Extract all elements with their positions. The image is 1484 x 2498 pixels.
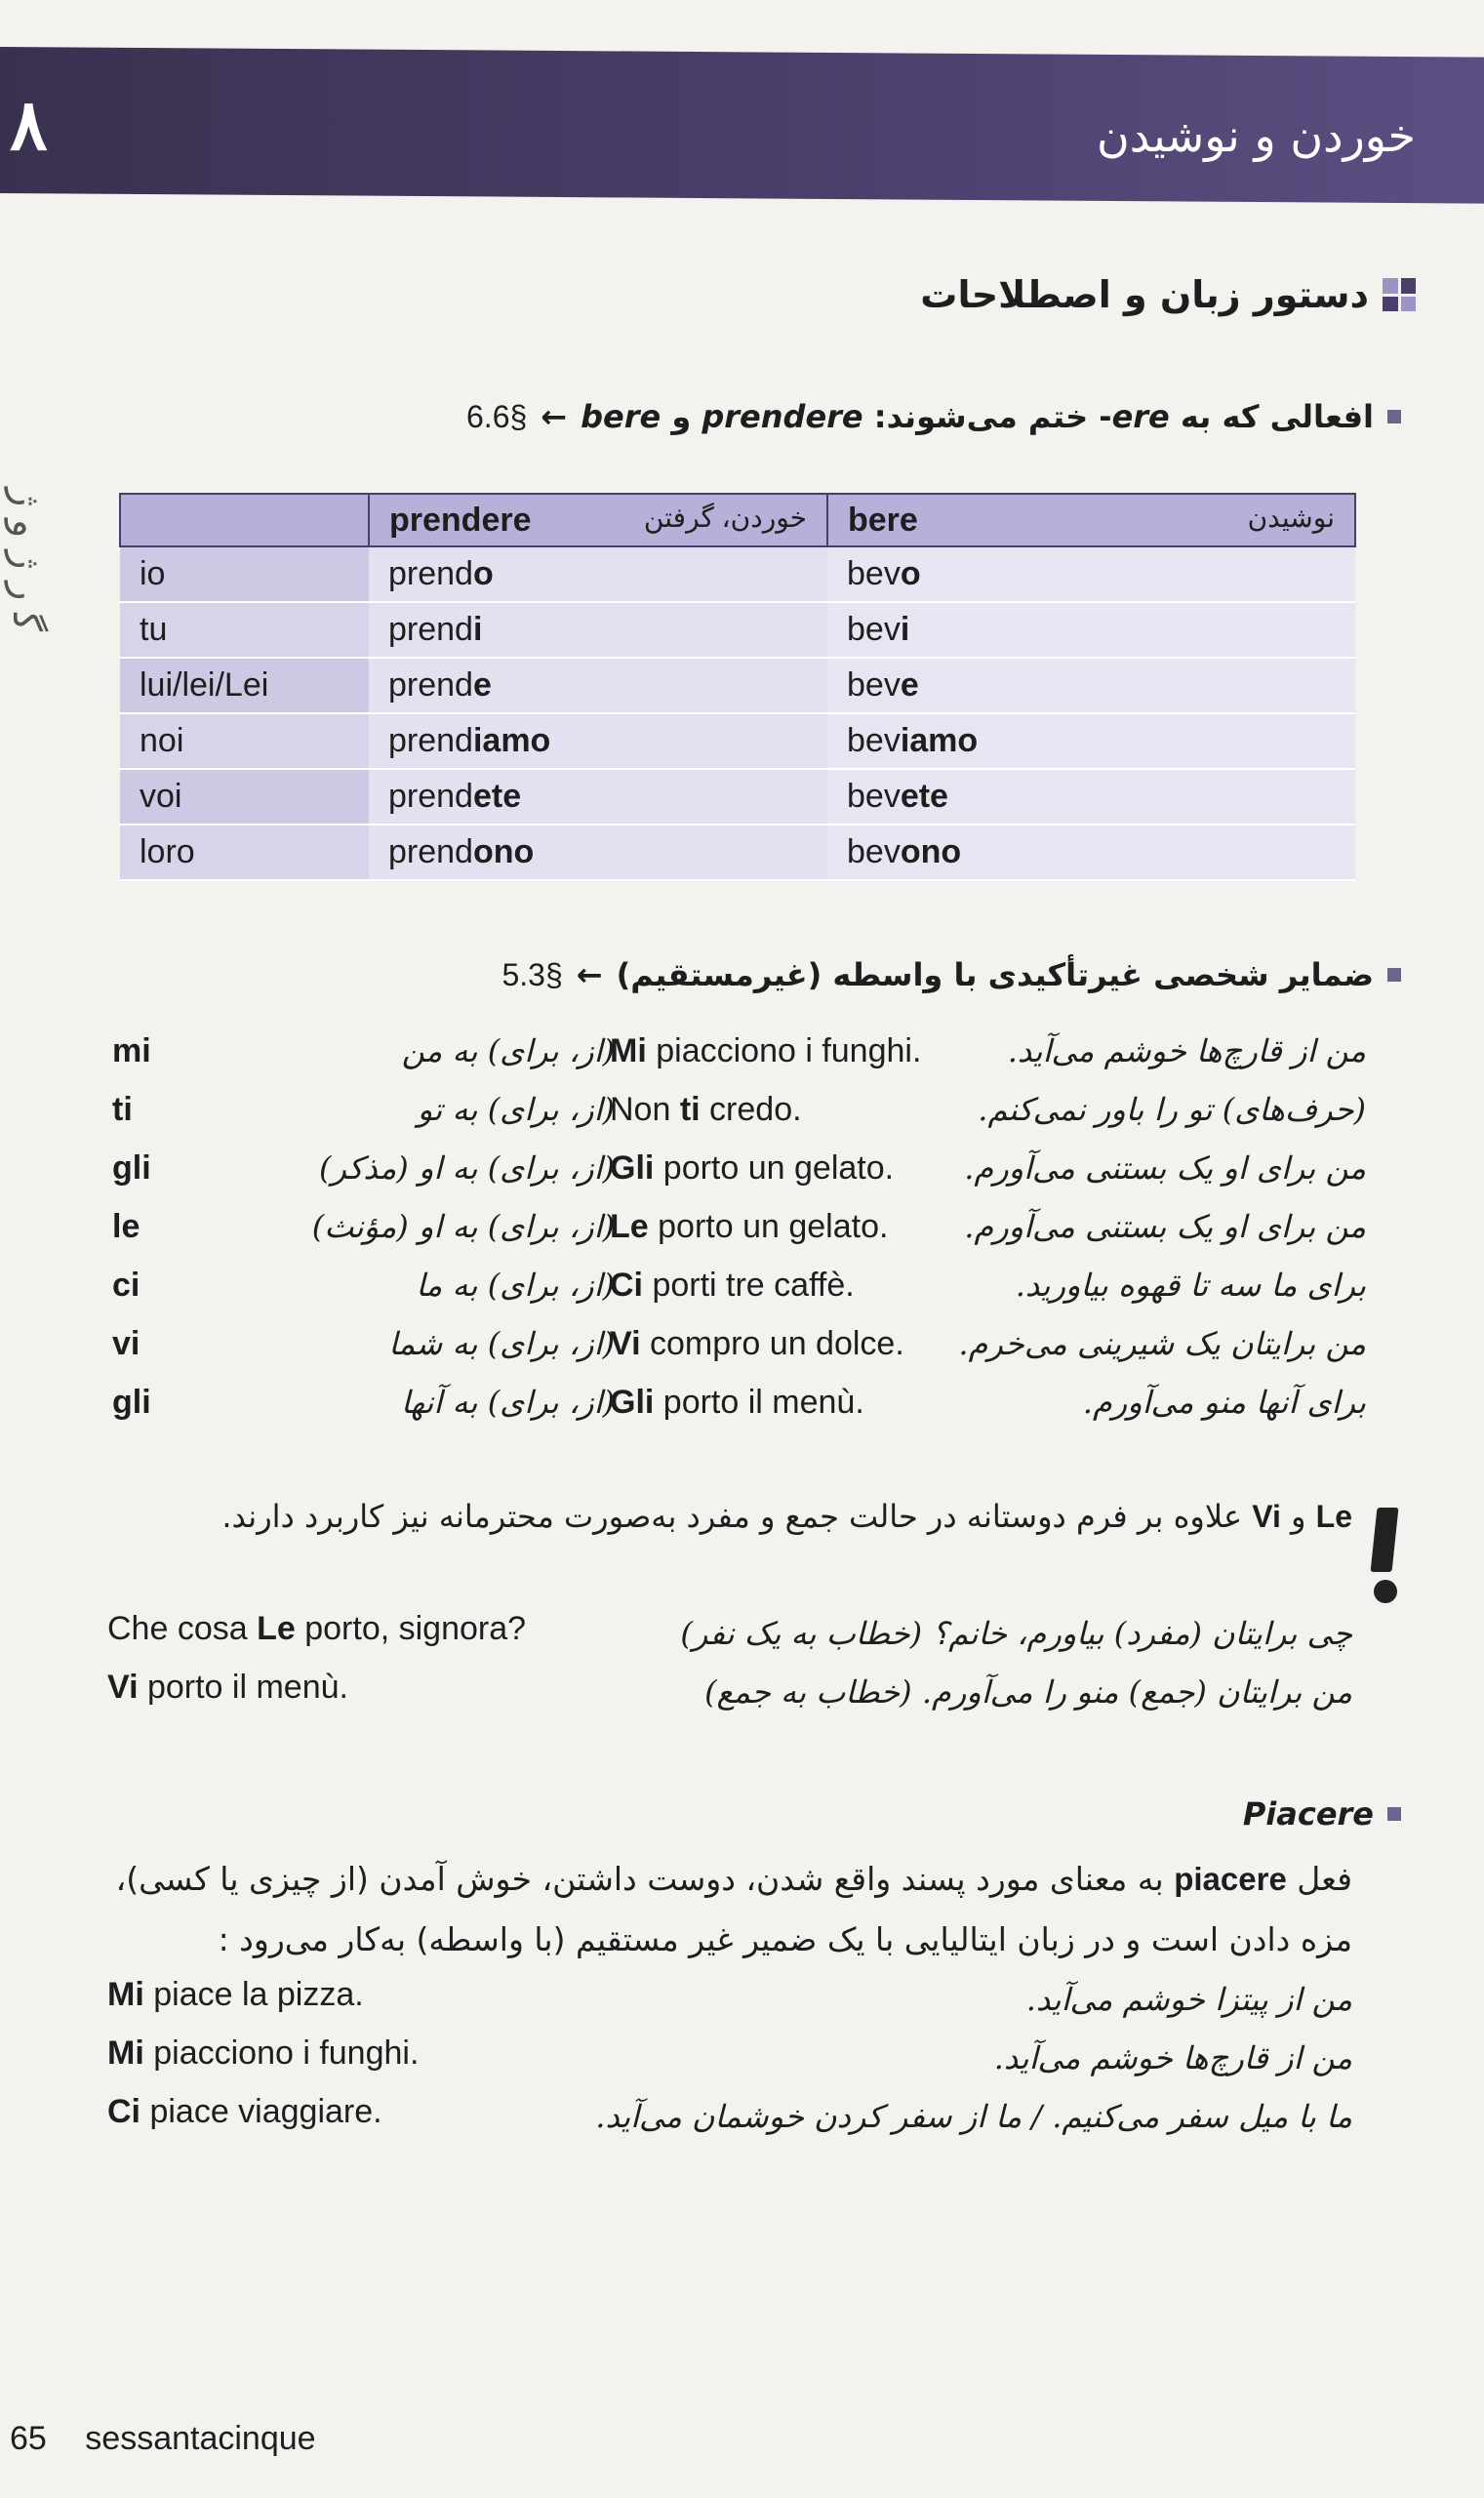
prendere-ending: i	[472, 611, 483, 648]
exclamation-icon	[1374, 1508, 1395, 1605]
bere-cell	[827, 546, 1355, 602]
table-row	[120, 658, 1355, 713]
example-bold: Gli	[610, 1149, 655, 1187]
prendere-stem: prend	[388, 555, 473, 592]
margin-handwriting-decoration: ﮔ ﺭ ﮊ ﻭ ﮊ	[4, 488, 49, 632]
pronoun-translation: من برای او یک بستنی می‌آورم.	[964, 1149, 1366, 1187]
verbs-heading-text: افعالی که به	[1169, 398, 1374, 435]
table-row	[120, 825, 1355, 880]
table-row	[120, 546, 1355, 602]
piacere-heading: Piacere	[1242, 1795, 1374, 1833]
prendere-cell	[369, 825, 827, 880]
pronoun: mi	[112, 1032, 151, 1069]
pronoun-meaning: (از، برای) به من	[401, 1032, 615, 1069]
prendere-cell	[369, 769, 827, 825]
pronoun-example	[610, 1208, 888, 1246]
piacere-para-post: به معنای مورد پسند واقع شدن، دوست داشتن، خوش آمدن (از چیزی یا کسی)، مزه دادن است و در زبان ایتالیایی با یک ضمیر غیر مستقیم (با واسطه) به‌کار می‌رود :	[115, 1860, 1352, 1958]
prendere-cell	[369, 602, 827, 658]
table-row	[120, 602, 1355, 658]
pronoun-meaning: (از، برای) به آنها	[400, 1384, 615, 1421]
bere-cell	[827, 713, 1355, 769]
note-example-1	[107, 1610, 526, 1648]
table-row	[120, 769, 1355, 825]
bere-stem: bev	[847, 722, 901, 759]
bere-ending: iamo	[900, 722, 979, 759]
verbs-heading-verb2: bere	[581, 398, 662, 435]
piacere-example-rest: piace la pizza.	[143, 1976, 364, 2013]
prendere-stem: prend	[388, 666, 473, 704]
pronoun-row	[107, 1208, 1366, 1267]
prendere-cell	[369, 658, 827, 713]
prendere-stem: prend	[388, 611, 473, 648]
verbs-heading-text2: - ختم می‌شوند:	[862, 398, 1112, 435]
example-bold: Gli	[610, 1384, 655, 1421]
pronoun-translation: من از قارچ‌ها خوشم می‌آید.	[1007, 1032, 1366, 1069]
prendere-cell	[369, 713, 827, 769]
section-title	[920, 273, 1416, 316]
bere-cell	[827, 769, 1355, 825]
pronoun-row	[107, 1149, 1366, 1208]
piacere-example-rest: piace viaggiare.	[140, 2093, 382, 2130]
pronoun-meaning: (از، برای) به او (مذکر)	[318, 1149, 615, 1187]
table-row	[120, 713, 1355, 769]
bullet-square-icon	[1387, 1807, 1401, 1821]
piacere-para-pre: فعل	[1286, 1860, 1352, 1898]
example-rest: compro un dolce.	[640, 1325, 904, 1362]
prendere-ending: iamo	[472, 722, 551, 759]
header-bere-fa: نوشیدن	[1247, 502, 1335, 533]
pronouns-heading-text: ضمایر شخصی غیرتأکیدی با واسطه (غیرمستقیم)	[616, 956, 1374, 993]
piacere-example-bold: Mi	[107, 1976, 144, 2013]
note-example-2-post: porto il menù.	[138, 1669, 348, 1706]
piacere-example-translation: من از پیتزا خوشم می‌آید.	[1025, 1981, 1352, 2018]
bere-stem: bev	[847, 555, 901, 592]
pronoun-example	[610, 1325, 904, 1363]
pronoun-row	[107, 1267, 1366, 1325]
pronoun-translation: من برایتان یک شیرینی می‌خرم.	[958, 1325, 1366, 1362]
table-header-bere	[827, 494, 1355, 546]
pronoun-row	[107, 1032, 1366, 1091]
verbs-subheading	[466, 398, 1401, 435]
pronoun-example	[610, 1267, 855, 1305]
pronouns-reference: §5.3	[501, 956, 563, 992]
bere-stem: bev	[847, 833, 901, 870]
pronouns-list	[107, 1032, 1366, 1442]
header-prendere-label: prendere	[389, 501, 532, 539]
bullet-square-icon	[1387, 410, 1401, 423]
prendere-cell	[369, 546, 827, 602]
pronoun-row	[107, 1384, 1366, 1442]
bere-cell	[827, 602, 1355, 658]
verbs-heading-conj: و	[661, 398, 702, 435]
example-rest: porto un gelato.	[648, 1208, 889, 1245]
example-rest: porti tre caffè.	[643, 1267, 855, 1304]
pronoun-meaning: (از، برای) به شما	[388, 1325, 615, 1362]
pronoun-meaning: (از، برای) به او (مؤنث)	[311, 1208, 615, 1245]
example-bold: Mi	[610, 1032, 647, 1069]
bere-ending: ono	[900, 833, 962, 870]
piacere-para-bold: piacere	[1174, 1861, 1287, 1897]
example-rest: credo.	[700, 1091, 802, 1128]
example-bold: Vi	[610, 1325, 641, 1362]
note-example-1-pre: Che cosa	[107, 1610, 258, 1647]
prendere-ending: ete	[472, 778, 522, 815]
formal-note	[221, 1498, 1352, 1535]
grammar-squares-icon	[1383, 278, 1416, 311]
bullet-square-icon	[1387, 968, 1401, 982]
page-word: sessantacinque	[85, 2420, 316, 2457]
bere-ending: o	[900, 555, 921, 592]
note-example-1-bold: Le	[257, 1610, 296, 1647]
example-bold: Ci	[610, 1267, 643, 1304]
pronoun-translation: (حرف‌های) تو را باور نمی‌کنم.	[978, 1091, 1366, 1128]
note-example-2	[107, 1669, 348, 1707]
example-bold: Le	[610, 1208, 649, 1245]
prendere-stem: prend	[388, 778, 473, 815]
chapter-title: خوردن و نوشیدن	[1096, 109, 1416, 162]
piacere-example-rest: piacciono i funghi.	[143, 2035, 420, 2072]
note-conj: و	[1280, 1498, 1316, 1535]
piacere-example-translation: ما با میل سفر می‌کنیم. / ما از سفر کردن خوشمان می‌آید.	[595, 2098, 1352, 2135]
verbs-reference: §6.6	[466, 398, 528, 434]
chapter-number: ۸	[10, 83, 48, 166]
pronoun-example	[610, 1149, 894, 1188]
note-vi: Vi	[1252, 1499, 1281, 1534]
prendere-stem: prend	[388, 833, 473, 870]
pronoun: le	[112, 1208, 140, 1245]
pronoun-cell: io	[120, 546, 369, 602]
note-le: Le	[1315, 1499, 1352, 1534]
piacere-example-bold: Mi	[107, 2035, 144, 2072]
pronoun-cell: lui/lei/Lei	[120, 658, 369, 713]
pronoun-translation: من برای او یک بستنی می‌آورم.	[964, 1208, 1366, 1245]
conjugation-table	[119, 493, 1356, 881]
piacere-paragraph	[94, 1849, 1352, 1970]
pronoun-cell: tu	[120, 602, 369, 658]
pronoun-translation: برای آنها منو می‌آورم.	[1082, 1384, 1366, 1421]
pronouns-subheading	[501, 956, 1401, 993]
page-number: 65	[10, 2420, 47, 2457]
prendere-ending: e	[472, 666, 492, 704]
example-pre: Non	[610, 1091, 680, 1128]
piacere-example-bold: Ci	[107, 2093, 140, 2130]
pronoun-meaning: (از، برای) به تو	[417, 1091, 615, 1128]
verbs-heading-verb1: prendere	[702, 398, 863, 435]
header-bere-label: bere	[848, 501, 918, 539]
pronoun: gli	[112, 1384, 151, 1421]
pronoun: ci	[112, 1267, 140, 1304]
pronoun-cell: voi	[120, 769, 369, 825]
pronoun-meaning: (از، برای) به ما	[416, 1267, 615, 1304]
note-text: علاوه بر فرم دوستانه در حالت جمع و مفرد به‌صورت محترمانه نیز کاربرد دارند.	[221, 1498, 1253, 1535]
pronoun: ti	[112, 1091, 133, 1128]
pronoun-cell: noi	[120, 713, 369, 769]
verbs-heading-ending: ere	[1111, 398, 1170, 435]
piacere-example	[107, 2093, 382, 2131]
example-bold: ti	[679, 1091, 701, 1128]
pronoun-row	[107, 1091, 1366, 1149]
page-footer	[10, 2420, 316, 2458]
table-header-empty	[120, 494, 369, 546]
example-rest: porto un gelato.	[654, 1149, 895, 1187]
note-example-1-translation: چی برایتان (مفرد) بیاورم، خانم؟ (خطاب به یک نفر)	[680, 1615, 1352, 1652]
bere-ending: ete	[900, 778, 948, 815]
piacere-subheading	[1243, 1795, 1401, 1833]
prendere-ending: ono	[472, 833, 535, 870]
note-example-2-bold: Vi	[107, 1669, 139, 1706]
piacere-example-translation: من از قارچ‌ها خوشم می‌آید.	[993, 2039, 1352, 2076]
pronoun-example	[610, 1091, 802, 1129]
bere-cell	[827, 658, 1355, 713]
bere-stem: bev	[847, 666, 901, 704]
bere-cell	[827, 825, 1355, 880]
note-example-1-post: porto, signora?	[295, 1610, 527, 1647]
bere-ending: e	[900, 666, 919, 704]
pronoun-cell: loro	[120, 825, 369, 880]
bere-ending: i	[900, 611, 910, 648]
prendere-stem: prend	[388, 722, 473, 759]
arrow-left-icon: ←	[541, 398, 568, 435]
pronoun-translation: برای ما سه تا قهوه بیاورید.	[1015, 1267, 1366, 1304]
bere-stem: bev	[847, 778, 901, 815]
bere-stem: bev	[847, 611, 901, 648]
section-title-text: دستور زبان و اصطلاحات	[920, 273, 1369, 316]
prendere-ending: o	[472, 555, 494, 592]
pronoun-example	[610, 1032, 921, 1070]
example-rest: piacciono i funghi.	[646, 1032, 922, 1069]
piacere-example	[107, 1976, 364, 2014]
example-rest: porto il menù.	[654, 1384, 864, 1421]
table-header-prendere	[369, 494, 827, 546]
header-prendere-fa: خوردن، گرفتن	[643, 502, 807, 533]
pronoun-row	[107, 1325, 1366, 1384]
arrow-left-icon: ←	[576, 956, 603, 993]
pronoun: vi	[112, 1325, 140, 1362]
pronoun: gli	[112, 1149, 151, 1187]
piacere-example	[107, 2035, 419, 2073]
pronoun-example	[610, 1384, 864, 1422]
note-example-2-translation: من برایتان (جمع) منو را می‌آورم. (خطاب به جمع)	[704, 1673, 1352, 1711]
